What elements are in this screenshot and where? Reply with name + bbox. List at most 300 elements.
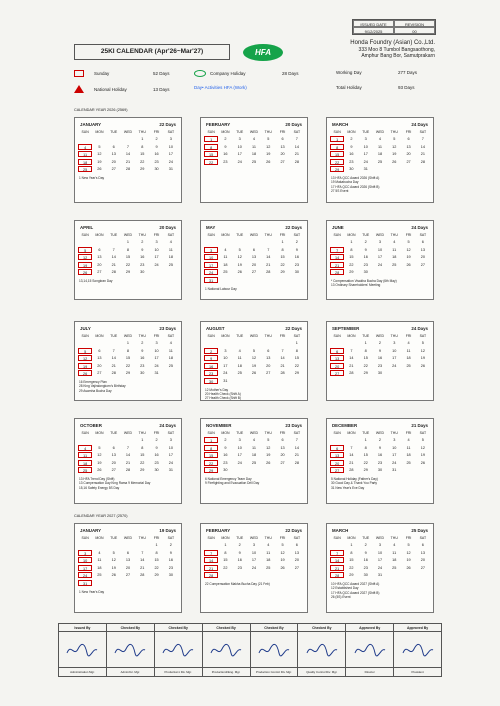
empty-cell xyxy=(247,239,261,245)
weekday-label: SUN xyxy=(333,130,341,134)
day-cell: 28 xyxy=(125,167,131,171)
month-name: MARCH xyxy=(332,122,349,127)
empty-cell xyxy=(233,239,247,245)
weekday-label: MON xyxy=(347,431,356,435)
day-cell: 5 xyxy=(407,543,410,547)
day-cell: 29 xyxy=(363,468,368,472)
legend-sunday-days: 52 Days xyxy=(153,71,170,76)
day-cell: 24 xyxy=(154,363,159,368)
month-name: MAY xyxy=(206,225,216,230)
day-cell: 13 xyxy=(125,558,131,562)
day-cell: 12 xyxy=(97,152,102,156)
month-notes xyxy=(327,276,433,291)
day-cell: 20 xyxy=(294,558,299,562)
weekday-label: WED xyxy=(123,431,133,435)
day-cell: 18 xyxy=(406,356,411,360)
day-cell: 21 xyxy=(294,453,299,457)
legend-total-days: 93 Days xyxy=(398,85,415,90)
weekday-label: MON xyxy=(95,130,104,134)
day-grid xyxy=(201,339,307,385)
holiday-note: 13 HFA QCC Award 2026 (Shift A) xyxy=(331,176,380,180)
day-cell: 27 xyxy=(420,565,425,570)
day-cell: 31 xyxy=(154,371,159,375)
weekday-label: WED xyxy=(249,233,259,237)
day-cell: 4 xyxy=(407,341,410,345)
day-cell: 1 xyxy=(281,240,284,244)
day-cell: 26 xyxy=(406,262,411,267)
day-cell: 24 xyxy=(377,262,383,267)
weekday-label: THU xyxy=(390,334,398,338)
month-header xyxy=(201,524,307,535)
weekday-label: THU xyxy=(264,233,272,237)
holiday-note: 16 Emergency Plan xyxy=(79,380,107,384)
empty-cell xyxy=(107,542,121,548)
weekday-label: SAT xyxy=(419,130,427,134)
weekday-label: WED xyxy=(249,431,259,435)
day-cell: 9 xyxy=(364,247,367,252)
day-cell: 8 xyxy=(204,445,218,451)
empty-cell xyxy=(204,340,218,346)
day-grid xyxy=(201,541,307,579)
day-cell: 10 xyxy=(363,144,368,149)
weekday-label: THU xyxy=(138,431,146,435)
day-cell: 8 xyxy=(295,348,298,353)
day-cell: 28 xyxy=(349,468,354,472)
day-cell: 19 xyxy=(280,558,285,562)
day-cell: 7 xyxy=(295,137,298,141)
month-notes xyxy=(201,474,307,489)
day-cell: 6 xyxy=(330,445,344,451)
month-card xyxy=(200,418,308,504)
empty-cell xyxy=(330,437,344,443)
holiday-note: 17 HFA QCC Award 2026 (Shift B) xyxy=(331,184,380,189)
signature-area xyxy=(346,632,393,668)
empty-cell xyxy=(92,340,106,346)
day-cell: 16 xyxy=(140,255,145,259)
day-cell: 21 xyxy=(125,460,131,465)
company-info xyxy=(315,40,435,60)
day-cell: 5 xyxy=(267,137,270,141)
day-cell: 6 xyxy=(407,137,410,141)
day-cell: 19 xyxy=(237,262,242,267)
weekday-label: TUE xyxy=(236,334,244,338)
day-cell: 27 xyxy=(251,270,257,274)
day-cell: 1 xyxy=(204,136,218,142)
day-cell: 15 xyxy=(204,151,218,157)
day-cell: 4 xyxy=(252,438,256,442)
day-cell: 22 xyxy=(204,159,218,165)
day-cell: 4 xyxy=(169,341,172,345)
signature-area xyxy=(59,632,106,668)
day-cell: 15 xyxy=(330,151,344,157)
empty-cell xyxy=(344,437,358,443)
month-card xyxy=(200,117,308,203)
day-cell: 6 xyxy=(112,144,115,149)
day-cell: 13 xyxy=(111,152,116,156)
day-cell: 28 xyxy=(420,159,425,164)
day-cell: 27 xyxy=(330,467,344,473)
day-cell: 24 xyxy=(237,159,242,164)
day-cell: 22 xyxy=(154,565,159,570)
weekday-label: TUE xyxy=(110,431,118,435)
month-notes xyxy=(201,385,307,404)
empty-cell xyxy=(107,437,121,443)
weekday-label: WED xyxy=(123,536,133,540)
day-cell: 29 xyxy=(294,371,299,375)
day-cell: 15 xyxy=(280,255,285,259)
day-cell: 14 xyxy=(349,453,354,457)
day-cell: 17 xyxy=(377,255,383,259)
month-header xyxy=(327,118,433,129)
weekday-label: TUE xyxy=(362,334,370,338)
month-header xyxy=(327,524,433,535)
holiday-note: 9 Firefighting and Evacuation Drill Day xyxy=(205,481,260,486)
weekday-label: THU xyxy=(390,233,398,237)
signoff-heading: Checked By xyxy=(155,624,202,632)
day-cell: 5 xyxy=(421,438,424,442)
company-name: Honda Foundry (Asian) Co.,Ltd. xyxy=(350,40,435,46)
day-cell: 11 xyxy=(392,247,397,252)
signoff-table xyxy=(58,623,442,677)
signature-icon xyxy=(257,641,291,659)
holiday-note: 15,16 Safety Energy 5S Day xyxy=(79,485,120,490)
holiday-note: 1 New Year's Day xyxy=(79,176,105,180)
weekday-label: FRI xyxy=(279,334,286,338)
day-cell: 19 xyxy=(392,152,397,156)
day-cell: 4 xyxy=(238,348,241,353)
month-working-days: 20 Days xyxy=(285,122,302,127)
empty-cell xyxy=(204,542,218,548)
weekday-label: SAT xyxy=(419,334,427,338)
month-card xyxy=(326,418,434,504)
empty-cell xyxy=(261,239,275,245)
day-cell: 6 xyxy=(295,543,298,547)
day-cell: 17 xyxy=(78,565,92,571)
day-cell: 11 xyxy=(78,151,92,157)
day-cell: 29 xyxy=(140,167,145,171)
month-name: FEBRUARY xyxy=(206,528,231,533)
day-grid xyxy=(201,135,307,166)
day-cell: 14 xyxy=(349,356,354,360)
day-grid xyxy=(327,436,433,474)
legend-total-holiday: Total Holiday xyxy=(336,85,362,90)
holiday-note: 19 Makabucha Day xyxy=(331,180,359,185)
day-cell: 24 xyxy=(78,572,92,578)
day-cell: 20 xyxy=(97,363,102,368)
day-cell: 7 xyxy=(126,144,130,149)
day-cell: 13 xyxy=(406,144,411,149)
day-cell: 3 xyxy=(393,341,396,345)
month-header xyxy=(75,118,181,129)
day-cell: 27 xyxy=(280,460,285,465)
day-cell: 7 xyxy=(112,348,115,353)
weekday-label: THU xyxy=(390,431,398,435)
day-cell: 13 xyxy=(280,144,285,149)
day-cell: 21 xyxy=(204,565,218,571)
day-cell: 28 xyxy=(349,371,354,375)
day-cell: 26 xyxy=(392,159,397,164)
month-header xyxy=(201,221,307,232)
month-header xyxy=(75,524,181,535)
day-cell: 15 xyxy=(125,356,131,360)
day-cell: 23 xyxy=(237,565,242,570)
weekday-label: FRI xyxy=(153,431,160,435)
day-cell: 19 xyxy=(97,460,102,465)
month-notes xyxy=(75,377,181,396)
day-cell: 13 xyxy=(294,550,299,555)
day-cell: 29 xyxy=(140,468,145,472)
weekday-label: MON xyxy=(221,233,230,237)
month-notes xyxy=(75,474,181,493)
day-cell: 8 xyxy=(126,348,130,353)
day-cell: 7 xyxy=(350,348,353,353)
day-cell: 9 xyxy=(350,144,353,149)
day-cell: 14 xyxy=(111,356,116,360)
day-cell: 23 xyxy=(168,565,173,570)
signature-area xyxy=(394,632,441,668)
day-cell: 12 xyxy=(266,445,271,450)
day-cell: 23 xyxy=(154,460,159,465)
day-cell: 2 xyxy=(295,240,298,244)
day-cell: 10 xyxy=(237,445,242,450)
day-cell: 11 xyxy=(237,356,242,360)
day-cell: 26 xyxy=(266,460,271,465)
holiday-note: 1 National Labour Day xyxy=(205,286,237,291)
signature-icon xyxy=(113,641,147,659)
day-cell: 8 xyxy=(330,144,344,150)
weekday-label: MON xyxy=(221,130,230,134)
day-cell: 6 xyxy=(98,348,101,353)
empty-cell xyxy=(107,340,121,346)
day-cell: 14 xyxy=(266,255,271,259)
signoff-column xyxy=(203,624,251,676)
day-cell: 20 xyxy=(280,152,285,156)
weekday-label: WED xyxy=(249,334,259,338)
weekday-label: MON xyxy=(221,334,230,338)
day-cell: 30 xyxy=(363,573,368,577)
holiday-note: 27 5S Event xyxy=(331,188,349,193)
issued-date-label: ISSUED DATE xyxy=(353,20,394,27)
weekday-label: TUE xyxy=(362,233,370,237)
day-cell: 2 xyxy=(224,438,227,442)
day-cell: 17 xyxy=(223,363,228,368)
day-cell: 30 xyxy=(204,378,218,384)
day-cell: 12 xyxy=(406,550,411,555)
month-notes xyxy=(327,377,433,383)
day-cell: 8 xyxy=(350,247,353,252)
day-cell: 11 xyxy=(168,247,173,252)
section-2027-label: CALENDAR YEAR 2027 (2570) xyxy=(74,514,128,518)
month-card xyxy=(200,321,308,401)
day-cell: 5 xyxy=(238,247,241,252)
day-cell: 29 xyxy=(125,371,131,375)
day-cell: 18 xyxy=(97,565,102,570)
weekday-label: MON xyxy=(347,334,356,338)
empty-cell xyxy=(121,437,135,443)
day-grid xyxy=(75,135,181,173)
weekday-label: FRI xyxy=(153,334,160,338)
day-cell: 21 xyxy=(125,159,131,164)
day-cell: 16 xyxy=(294,255,299,259)
day-cell: 27 xyxy=(97,371,102,375)
day-cell: 2 xyxy=(350,137,353,141)
day-cell: 23 xyxy=(377,460,383,465)
empty-cell xyxy=(121,136,135,142)
day-cell: 5 xyxy=(112,550,115,555)
month-name: APRIL xyxy=(80,225,94,230)
day-cell: 15 xyxy=(140,453,145,457)
day-cell: 27 xyxy=(125,573,131,577)
month-card xyxy=(326,523,434,613)
month-header xyxy=(201,419,307,430)
day-cell: 15 xyxy=(154,558,159,562)
weekday-label: MON xyxy=(95,431,104,435)
signoff-column xyxy=(59,624,107,676)
day-cell: 26 xyxy=(420,363,425,368)
day-cell: 9 xyxy=(364,550,367,555)
day-cell: 22 xyxy=(330,159,344,165)
day-cell: 1 xyxy=(295,341,298,345)
day-grid xyxy=(201,436,307,474)
month-notes xyxy=(327,579,433,602)
day-cell: 14 xyxy=(294,144,299,149)
day-cell: 30 xyxy=(223,468,228,472)
day-cell: 3 xyxy=(393,438,396,442)
weekday-label: SUN xyxy=(333,536,341,540)
day-cell: 28 xyxy=(294,159,299,164)
day-cell: 12 xyxy=(406,247,411,252)
day-cell: 13 xyxy=(280,445,285,450)
day-cell: 3 xyxy=(169,438,172,442)
signature-icon xyxy=(161,641,195,659)
day-cell: 11 xyxy=(392,550,397,555)
day-cell: 10 xyxy=(168,144,173,149)
day-cell: 5 xyxy=(252,348,256,353)
day-cell: 2 xyxy=(155,137,158,141)
signoff-heading: Checked By xyxy=(107,624,154,632)
holiday-note: 6 National Emergency Team Day xyxy=(205,477,252,481)
day-cell: 13 xyxy=(266,356,271,360)
empty-cell xyxy=(92,136,106,142)
day-cell: 23 xyxy=(294,262,299,267)
day-cell: 17 xyxy=(154,255,159,259)
signoff-role: Admin/Gr. Mgr. xyxy=(120,670,140,674)
day-cell: 28 xyxy=(111,270,116,274)
day-cell: 24 xyxy=(154,262,159,267)
day-cell: 13 xyxy=(330,355,344,361)
day-cell: 26 xyxy=(78,370,92,376)
month-notes xyxy=(201,166,307,172)
weekday-label: SUN xyxy=(207,233,215,237)
day-cell: 14 xyxy=(280,356,285,360)
section-2026-label: CALENDAR YEAR 2026 (2569) xyxy=(74,108,128,112)
day-cell: 26 xyxy=(420,460,425,465)
day-cell: 23 xyxy=(223,159,228,164)
day-cell: 23 xyxy=(140,262,145,267)
month-name: OCTOBER xyxy=(80,423,102,428)
day-cell: 18 xyxy=(406,453,411,457)
month-header xyxy=(201,118,307,129)
day-cell: 10 xyxy=(78,557,92,563)
weekday-label: THU xyxy=(390,130,398,134)
day-cell: 31 xyxy=(377,573,383,577)
day-cell: 6 xyxy=(126,550,130,555)
day-cell: 29 xyxy=(363,371,368,375)
day-cell: 10 xyxy=(154,348,159,353)
day-cell: 11 xyxy=(252,144,256,149)
empty-cell xyxy=(135,542,149,548)
weekday-label: THU xyxy=(264,130,272,134)
weekday-label: WED xyxy=(375,130,385,134)
day-cell: 1 xyxy=(364,438,367,442)
holiday-note: 10 HFA QCC Award 2027 (Shift A) xyxy=(331,582,380,586)
month-card xyxy=(74,220,182,300)
day-cell: 30 xyxy=(154,468,159,472)
day-cell: 20 xyxy=(330,460,344,466)
issued-date: 9/12/2025 xyxy=(353,27,394,34)
day-cell: 19 xyxy=(406,558,411,562)
day-cell: 19 xyxy=(406,255,411,259)
weekday-label: MON xyxy=(95,233,104,237)
day-cell: 2 xyxy=(169,543,172,547)
weekday-label: FRI xyxy=(405,431,412,435)
day-cell: 20 xyxy=(111,460,116,465)
weekday-label: SAT xyxy=(419,431,427,435)
day-cell: 5 xyxy=(281,543,284,547)
month-working-days: 22 Days xyxy=(159,122,176,127)
day-cell: 13 xyxy=(330,452,344,458)
signoff-role: President xyxy=(411,670,424,674)
company-logo: HFA xyxy=(243,44,283,61)
month-working-days: 24 Days xyxy=(159,423,176,428)
day-cell: 14 xyxy=(111,255,116,259)
day-cell: 27 xyxy=(330,370,344,376)
day-cell: 4 xyxy=(98,550,101,555)
holiday-note: 27 Health Check (Shift B) xyxy=(205,396,241,401)
day-cell: 21 xyxy=(140,565,145,570)
day-grid xyxy=(327,541,433,579)
day-cell: 12 xyxy=(251,356,257,360)
weekday-label: FRI xyxy=(279,233,286,237)
weekday-label: SAT xyxy=(293,334,301,338)
empty-cell xyxy=(330,340,344,346)
day-cell: 12 xyxy=(78,254,92,260)
day-cell: 11 xyxy=(78,452,92,458)
day-cell: 21 xyxy=(420,152,425,156)
day-cell: 16 xyxy=(363,255,368,259)
day-cell: 21 xyxy=(280,363,285,368)
issued-box xyxy=(352,19,436,35)
day-cell: 18 xyxy=(251,152,257,156)
weekday-label: SAT xyxy=(167,233,175,237)
weekday-label: MON xyxy=(347,233,356,237)
day-cell: 19 xyxy=(111,565,116,570)
weekday-label: THU xyxy=(138,233,146,237)
day-cell: 10 xyxy=(392,348,397,353)
weekday-label: TUE xyxy=(110,536,118,540)
month-working-days: 24 Days xyxy=(411,225,428,230)
weekday-label: TUE xyxy=(236,233,244,237)
month-working-days: 21 Days xyxy=(411,423,428,428)
day-cell: 14 xyxy=(125,453,131,457)
day-cell: 5 xyxy=(78,348,92,354)
weekday-label: WED xyxy=(123,130,133,134)
day-cell: 10 xyxy=(377,247,383,252)
day-cell: 16 xyxy=(154,453,159,457)
day-cell: 7 xyxy=(267,247,270,252)
legend-working-days: 277 Days xyxy=(398,70,418,75)
day-cell: 25 xyxy=(78,467,92,473)
